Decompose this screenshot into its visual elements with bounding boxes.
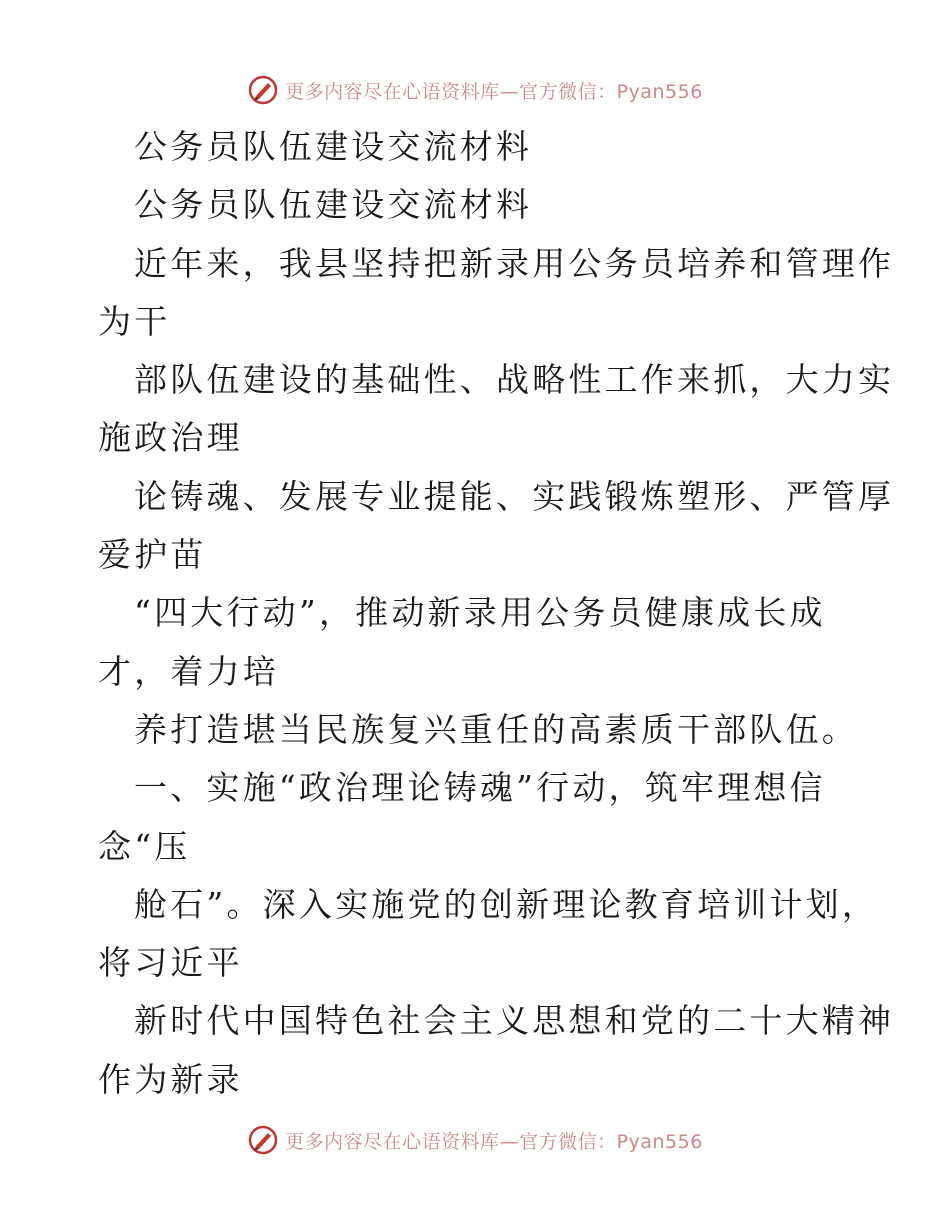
doc-line: 部队伍建设的基础性、战略性工作来抓，大力实 [134, 360, 895, 400]
doc-line: 施政治理 [98, 418, 243, 458]
doc-line: 才，着力培 [98, 651, 279, 691]
doc-line: 将习近平 [98, 943, 243, 983]
doc-line: 近年来，我县坚持把新录用公务员培养和管理作 [134, 243, 895, 283]
document-body [98, 118, 895, 1109]
header-watermark-banner [0, 70, 950, 110]
doc-line: 论铸魂、发展专业提能、实践锻炼塑形、严管厚 [134, 476, 895, 516]
doc-line: 作为新录 [98, 1059, 243, 1099]
doc-line: 舱石”。深入实施党的创新理论教育培训计划， [134, 884, 879, 924]
footer-watermark-text: 更多内容尽在心语资料库—官方微信：Pyan556 [285, 1130, 703, 1153]
section-heading-line: 一、实施“政治理论铸魂”行动，筑牢理想信 [134, 768, 826, 808]
doc-title: 公务员队伍建设交流材料 [134, 127, 533, 166]
doc-line: 为干 [98, 301, 171, 341]
doc-subtitle: 公务员队伍建设交流材料 [134, 185, 533, 225]
pen-logo-icon [247, 1124, 279, 1156]
header-watermark-text: 更多内容尽在心语资料库—官方微信：Pyan556 [285, 80, 703, 103]
doc-line: 新时代中国特色社会主义思想和党的二十大精神 [134, 1001, 895, 1041]
pen-logo-icon [247, 74, 279, 106]
doc-line: 养打造堪当民族复兴重任的高素质干部队伍。 [134, 709, 858, 749]
doc-line: 爱护苗 [98, 535, 207, 575]
footer-watermark-banner [0, 1120, 950, 1160]
doc-line: “四大行动”，推动新录用公务员健康成长成 [134, 593, 826, 633]
doc-line: 念“压 [98, 826, 191, 866]
